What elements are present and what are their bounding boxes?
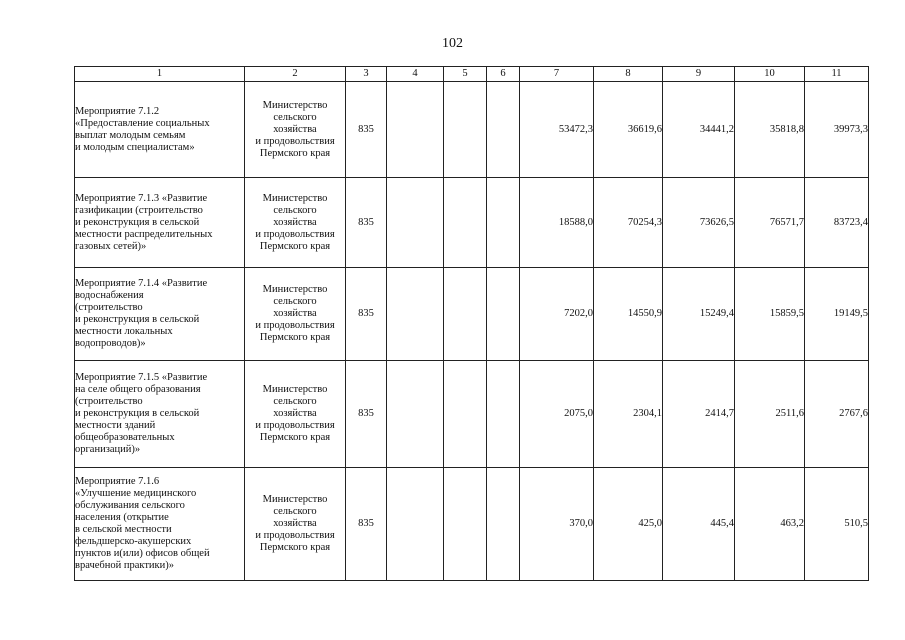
- activity-cell: [75, 82, 245, 178]
- activity-line: Мероприятие 7.1.5 «Развитие: [75, 372, 208, 383]
- ministry-line: сельского: [273, 204, 317, 216]
- ministry-line: Министерство: [262, 494, 328, 505]
- code-cell: 835: [346, 178, 387, 268]
- ministry-line: и продовольствия: [255, 135, 335, 147]
- activity-line: «Предоставление социальных: [75, 117, 210, 129]
- column-header: 11: [805, 67, 869, 82]
- activity-line: местности зданий: [75, 420, 156, 431]
- empty-cell: [487, 82, 520, 178]
- ministry-line: Пермского края: [259, 542, 331, 553]
- activity-line: и реконструкция в сельской: [75, 314, 200, 325]
- activity-line: газовых сетей)»: [75, 240, 147, 252]
- activity-cell: [75, 468, 245, 581]
- activity-line: организаций)»: [75, 444, 141, 455]
- ministry-cell: [245, 361, 346, 468]
- code-cell: 835: [346, 361, 387, 468]
- empty-cell: [387, 361, 444, 468]
- activity-line: Мероприятие 7.1.4 «Развитие: [75, 278, 208, 289]
- activity-cell: [75, 268, 245, 361]
- value-cell: 2304,1: [594, 361, 663, 468]
- value-cell: 425,0: [594, 468, 663, 581]
- activity-cell: [75, 361, 245, 468]
- activity-line: газификации (строительство: [75, 204, 203, 216]
- empty-cell: [444, 468, 487, 581]
- ministry-line: сельского: [273, 111, 317, 123]
- activity-line: Мероприятие 7.1.6: [75, 476, 160, 487]
- activity-line: (строительство: [75, 302, 143, 313]
- value-cell: 370,0: [520, 468, 594, 581]
- ministry-line: сельского: [273, 396, 317, 407]
- column-header: 6: [487, 67, 520, 82]
- activity-line: и реконструкция в сельской: [75, 216, 200, 228]
- activity-line: пунктов и(или) офисов общей: [75, 548, 210, 559]
- value-cell: 15249,4: [663, 268, 735, 361]
- ministry-line: Пермского края: [259, 332, 331, 343]
- ministry-line: и продовольствия: [255, 420, 335, 431]
- empty-cell: [487, 178, 520, 268]
- value-cell: 15859,5: [735, 268, 805, 361]
- column-header: 2: [245, 67, 346, 82]
- activity-line: фельдшерско-акушерских: [75, 536, 192, 547]
- ministry-cell: [245, 178, 346, 268]
- empty-cell: [444, 82, 487, 178]
- table-row: [75, 361, 869, 468]
- ministry-line: Пермского края: [259, 240, 331, 252]
- ministry-line: Министерство: [262, 384, 328, 395]
- table-row: [75, 268, 869, 361]
- ministry-cell: [245, 82, 346, 178]
- activity-line: Мероприятие 7.1.3 «Развитие: [75, 192, 208, 204]
- ministry-line: Министерство: [262, 192, 328, 204]
- activity-line: «Улучшение медицинского: [75, 488, 197, 499]
- empty-cell: [387, 178, 444, 268]
- activity-line: на селе общего образования: [75, 384, 201, 395]
- ministry-line: хозяйства: [273, 308, 317, 319]
- activity-line: населения (открытие: [75, 512, 169, 523]
- column-header: 4: [387, 67, 444, 82]
- column-header: 8: [594, 67, 663, 82]
- empty-cell: [487, 268, 520, 361]
- value-cell: 445,4: [663, 468, 735, 581]
- activity-line: выплат молодым семьям: [75, 129, 186, 141]
- empty-cell: [387, 468, 444, 581]
- ministry-line: Пермского края: [259, 432, 331, 443]
- value-cell: 510,5: [805, 468, 869, 581]
- empty-cell: [487, 361, 520, 468]
- ministry-line: хозяйства: [273, 408, 317, 419]
- value-cell: 18588,0: [520, 178, 594, 268]
- table-row: [75, 468, 869, 581]
- activity-line: и реконструкция в сельской: [75, 408, 200, 419]
- column-header: 7: [520, 67, 594, 82]
- activity-line: обслуживания сельского: [75, 500, 185, 511]
- ministry-cell: [245, 268, 346, 361]
- ministry-cell: [245, 468, 346, 581]
- activity-line: местности распределительных: [75, 228, 213, 240]
- column-header: 1: [75, 67, 245, 82]
- ministry-line: сельского: [273, 506, 317, 517]
- column-header: 5: [444, 67, 487, 82]
- ministry-line: и продовольствия: [255, 530, 335, 541]
- activity-line: водопроводов)»: [75, 338, 146, 349]
- ministry-line: Министерство: [262, 284, 328, 295]
- ministry-line: сельского: [273, 296, 317, 307]
- empty-cell: [444, 361, 487, 468]
- empty-cell: [387, 268, 444, 361]
- value-cell: 53472,3: [520, 82, 594, 178]
- ministry-line: хозяйства: [273, 123, 317, 135]
- value-cell: 36619,6: [594, 82, 663, 178]
- value-cell: 73626,5: [663, 178, 735, 268]
- activity-line: (строительство: [75, 396, 143, 407]
- value-cell: 70254,3: [594, 178, 663, 268]
- activity-line: врачебной практики)»: [75, 560, 175, 571]
- activity-cell: [75, 178, 245, 268]
- page-number: 102: [442, 36, 463, 51]
- empty-cell: [487, 468, 520, 581]
- value-cell: 76571,7: [735, 178, 805, 268]
- table-row: [75, 178, 869, 268]
- activity-line: Мероприятие 7.1.2: [75, 105, 160, 117]
- ministry-line: Министерство: [262, 99, 328, 111]
- ministry-line: Пермского края: [259, 147, 331, 159]
- code-cell: 835: [346, 268, 387, 361]
- code-cell: 835: [346, 468, 387, 581]
- value-cell: 2767,6: [805, 361, 869, 468]
- column-header: 9: [663, 67, 735, 82]
- ministry-line: хозяйства: [273, 518, 317, 529]
- value-cell: 35818,8: [735, 82, 805, 178]
- activity-line: водоснабжения: [75, 290, 144, 301]
- ministry-line: и продовольствия: [255, 228, 335, 240]
- code-cell: 835: [346, 82, 387, 178]
- empty-cell: [444, 268, 487, 361]
- value-cell: 14550,9: [594, 268, 663, 361]
- value-cell: 463,2: [735, 468, 805, 581]
- column-header: 3: [346, 67, 387, 82]
- value-cell: 2414,7: [663, 361, 735, 468]
- activity-line: местности локальных: [75, 326, 173, 337]
- ministry-line: и продовольствия: [255, 320, 335, 331]
- value-cell: 19149,5: [805, 268, 869, 361]
- empty-cell: [444, 178, 487, 268]
- value-cell: 83723,4: [805, 178, 869, 268]
- value-cell: 2511,6: [735, 361, 805, 468]
- budget-table: [74, 66, 869, 581]
- column-header: 10: [735, 67, 805, 82]
- value-cell: 2075,0: [520, 361, 594, 468]
- ministry-line: хозяйства: [273, 216, 317, 228]
- activity-line: общеобразовательных: [75, 432, 175, 443]
- activity-line: и молодым специалистам»: [75, 141, 195, 153]
- value-cell: 34441,2: [663, 82, 735, 178]
- value-cell: 39973,3: [805, 82, 869, 178]
- header-row: [75, 67, 869, 82]
- table-row: [75, 82, 869, 178]
- activity-line: в сельской местности: [75, 524, 172, 535]
- empty-cell: [387, 82, 444, 178]
- value-cell: 7202,0: [520, 268, 594, 361]
